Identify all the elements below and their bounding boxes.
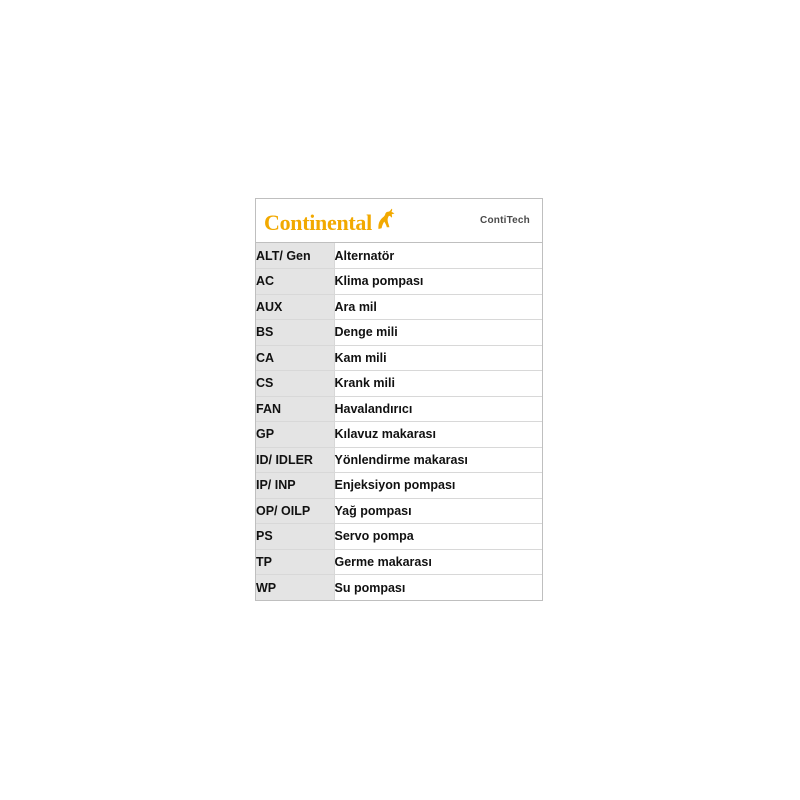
- desc-cell: [334, 549, 542, 575]
- table-row: [256, 269, 542, 295]
- abbr-cell: [256, 524, 334, 550]
- table-row: [256, 473, 542, 499]
- desc-cell: [334, 294, 542, 320]
- abbr-text: GP: [256, 427, 275, 442]
- abbr-text: BS: [256, 325, 274, 340]
- desc-text: Kam mili: [334, 350, 387, 365]
- table-row: [256, 422, 542, 448]
- table-row: [256, 396, 542, 422]
- brand-logo: [264, 208, 395, 234]
- abbr-text: ID/ IDLER: [256, 452, 313, 467]
- abbr-text: TP: [256, 554, 272, 569]
- desc-cell: [334, 447, 542, 473]
- brand-name: Continental: [264, 209, 372, 235]
- desc-cell: [334, 320, 542, 346]
- abbr-cell: [256, 320, 334, 346]
- abbr-cell: [256, 345, 334, 371]
- desc-text: Germe makarası: [334, 554, 432, 569]
- desc-cell: [334, 269, 542, 295]
- desc-cell: [334, 524, 542, 550]
- abbr-text: AUX: [256, 299, 283, 314]
- abbr-text: PS: [256, 529, 273, 544]
- abbr-cell: [256, 575, 334, 601]
- abbr-cell: [256, 243, 334, 269]
- desc-text: Kılavuz makarası: [334, 427, 436, 442]
- desc-text: Enjeksiyon pompası: [334, 478, 456, 493]
- desc-text: Yağ pompası: [334, 503, 412, 518]
- abbr-text: CS: [256, 376, 274, 391]
- table-row: [256, 447, 542, 473]
- table-row: [256, 575, 542, 601]
- table-row: [256, 524, 542, 550]
- abbr-cell: [256, 498, 334, 524]
- desc-cell: [334, 345, 542, 371]
- desc-cell: [334, 473, 542, 499]
- table-row: [256, 294, 542, 320]
- abbr-cell: [256, 294, 334, 320]
- desc-text: Ara mil: [334, 299, 377, 314]
- abbreviation-table: [256, 243, 542, 600]
- desc-cell: [334, 371, 542, 397]
- sub-brand-name: ContiTech: [480, 215, 530, 226]
- desc-text: Servo pompa: [334, 529, 414, 544]
- desc-cell: [334, 498, 542, 524]
- desc-text: Klima pompası: [334, 274, 424, 289]
- table-row: [256, 498, 542, 524]
- abbr-text: AC: [256, 274, 275, 289]
- abbreviation-legend-card: [255, 198, 543, 601]
- desc-text: Havalandırıcı: [334, 401, 413, 416]
- abbr-cell: [256, 269, 334, 295]
- abbr-text: FAN: [256, 401, 281, 416]
- table-row: [256, 549, 542, 575]
- abbr-cell: [256, 396, 334, 422]
- abbr-cell: [256, 549, 334, 575]
- desc-text: Yönlendirme makarası: [334, 452, 468, 467]
- brand-header: [256, 199, 542, 243]
- abbr-text: IP/ INP: [256, 478, 296, 493]
- abbr-text: WP: [256, 580, 277, 595]
- table-row: [256, 371, 542, 397]
- desc-cell: [334, 396, 542, 422]
- table-row: [256, 345, 542, 371]
- desc-text: Denge mili: [334, 325, 398, 340]
- desc-text: Krank mili: [334, 376, 395, 391]
- abbr-text: CA: [256, 350, 275, 365]
- horse-logo-icon: [375, 208, 395, 230]
- abbr-cell: [256, 371, 334, 397]
- desc-cell: [334, 243, 542, 269]
- desc-cell: [334, 422, 542, 448]
- abbr-cell: [256, 422, 334, 448]
- desc-text: Alternatör: [334, 248, 395, 263]
- desc-text: Su pompası: [334, 580, 406, 595]
- abbr-cell: [256, 473, 334, 499]
- desc-cell: [334, 575, 542, 601]
- table-row: [256, 320, 542, 346]
- abbr-cell: [256, 447, 334, 473]
- abbr-text: ALT/ Gen: [256, 248, 311, 263]
- table-row: [256, 243, 542, 269]
- abbr-text: OP/ OILP: [256, 503, 311, 518]
